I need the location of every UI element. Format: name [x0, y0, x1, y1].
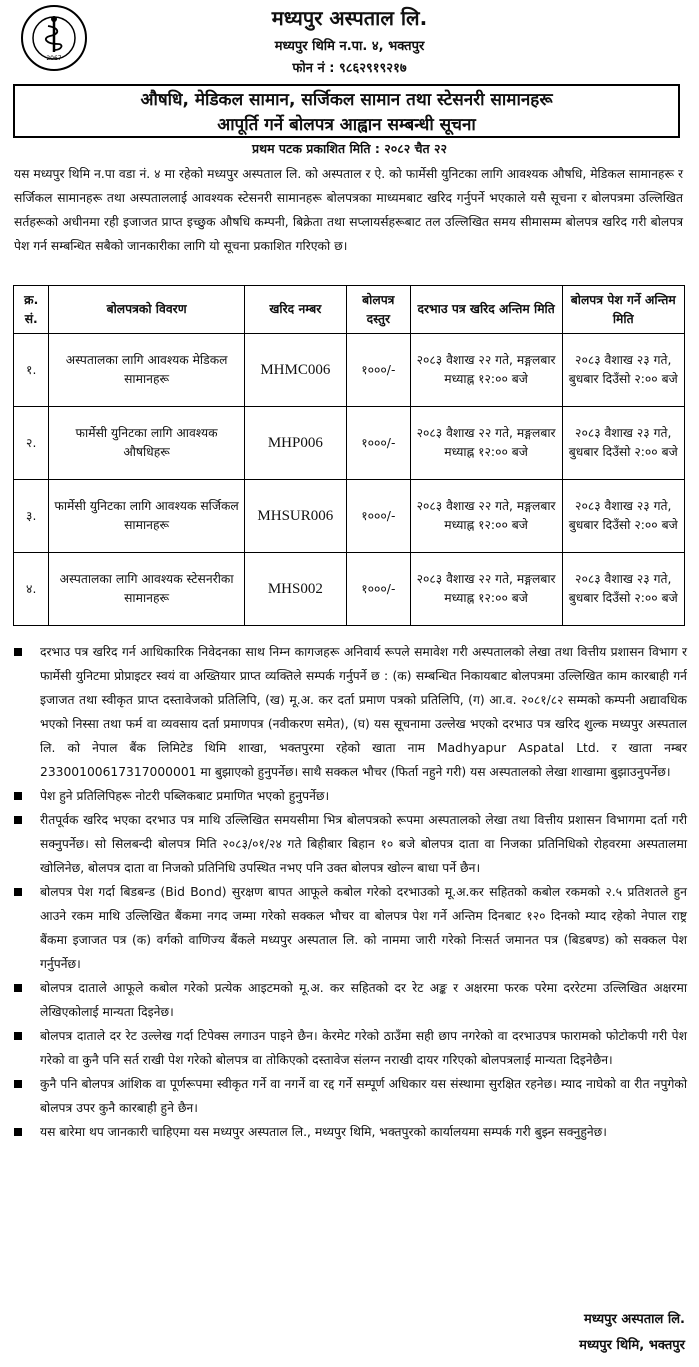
square-bullet-icon [14, 1032, 22, 1040]
rule-text: बोलपत्र दाताले आफूले कबोल गरेको प्रत्येक आइटमको मू.अ. कर सहितको दर रेट अङ्क र अक्षरमा फरक परेमा दररेटमा उल्लिखित अक्षरमा लेखिएकोलाई मान्यता दिइनेछ। [40, 981, 687, 1019]
cell-desc: फार्मेसी युनिटका लागि आवश्यक औषधिहरू [49, 407, 244, 480]
cell-submit-deadline: २०८३ वैशाख २३ गते, बुधबार दिउँसो २:०० बजे [562, 334, 685, 407]
header-code: खरिद नम्बर [244, 286, 346, 334]
org-address: मध्यपुर थिमि न.पा. ४, भक्तपुर [274, 39, 425, 54]
rule-text: बोलपत्र पेश गर्दा बिडबन्ड (Bid Bond) सुरक्षण बापत आफूले कबोल गरेको दरभाउको मू.अ.कर सहितको कबोल रकमको २.५ प्रतिशतले हुन आउने रकम माथि उल्लिखित बैंकमा नगद जम्मा गरेको सक्कल भौचर वा बोलपत्र पेश गर्ने अन्तिम दिनबाट १२० दिनको म्याद रहेको नेपाल राष्ट्र बैंकमा इजाजत पत्र (क) वर्गको वाणिज्य बैंकले मध्यपुर अस्पताल लि. को नाममा जारी गरेको निःसर्त जमानत पत्र (बिडबण्ड) को सक्कल पेश गर्नुपर्नेछ। [40, 885, 687, 971]
cell-buy-deadline: २०८३ वैशाख २२ गते, मङ्गलबार मध्याह्न १२:०० बजे [410, 334, 562, 407]
table-row [14, 334, 685, 407]
notice-title-line2: आपूर्ति गर्ने बोलपत्र आह्वान सम्बन्धी सूचना [217, 115, 476, 135]
cell-sn: २. [14, 407, 49, 480]
cell-sn: ४. [14, 553, 49, 626]
cell-fee: १०००/- [346, 407, 410, 480]
list-item [10, 1024, 687, 1072]
cell-buy-deadline: २०८३ वैशाख २२ गते, मङ्गलबार मध्याह्न १२:०० बजे [410, 407, 562, 480]
list-item [10, 1120, 687, 1144]
rule-text: पेश हुने प्रतिलिपिहरू नोटरी पब्लिकबाट प्रमाणित भएको हुनुपर्नेछ। [40, 789, 330, 803]
cell-submit-deadline: २०८३ वैशाख २३ गते, बुधबार दिउँसो २:०० बजे [562, 553, 685, 626]
cell-submit-deadline: २०८३ वैशाख २३ गते, बुधबार दिउँसो २:०० बजे [562, 407, 685, 480]
cell-desc: अस्पतालका लागि आवश्यक स्टेसनरीका सामानहरू [49, 553, 244, 626]
cell-fee: १०००/- [346, 480, 410, 553]
rules-list [10, 640, 687, 1144]
cell-sn: १. [14, 334, 49, 407]
list-item [10, 1072, 687, 1120]
cell-desc: फार्मेसी युनिटका लागि आवश्यक सर्जिकल सामानहरू [49, 480, 244, 553]
notice-title-line1: औषधि, मेडिकल सामान, सर्जिकल सामान तथा स्टेसनरी सामानहरू [140, 90, 553, 110]
org-name: मध्यपुर अस्पताल लि. [271, 6, 428, 30]
square-bullet-icon [14, 792, 22, 800]
tender-table [13, 285, 685, 626]
notice-header [0, 0, 699, 86]
published-date: प्रथम पटक प्रकाशित मिति : २०८२ चैत २२ [252, 141, 447, 156]
rule-text: कुनै पनि बोलपत्र आंशिक वा पूर्णरूपमा स्वीकृत गर्ने वा नगर्ने वा रद्द गर्ने सम्पूर्ण अधिकार यस संस्थामा सुरक्षित रहनेछ। म्याद नाघेको वा रीत नपुगेको बोलपत्र उपर कुनै कारबाही हुने छैन। [40, 1077, 687, 1115]
header-buy-deadline: दरभाउ पत्र खरिद अन्तिम मिति [410, 286, 562, 334]
cell-desc: अस्पतालका लागि आवश्यक मेडिकल सामानहरू [49, 334, 244, 407]
org-phone: फोन नं : ९८६२९१९२१७ [292, 61, 407, 76]
table-row [14, 553, 685, 626]
header-fee: बोलपत्र दस्तुर [346, 286, 410, 334]
header-desc: बोलपत्रको विवरण [49, 286, 244, 334]
list-item [10, 808, 687, 880]
square-bullet-icon [14, 984, 22, 992]
rule-text: यस बारेमा थप जानकारी चाहिएमा यस मध्यपुर अस्पताल लि., मध्यपुर थिमि, भक्तपुरको कार्यालयमा सम्पर्क गरी बुझ्न सक्नुहुनेछ। [40, 1125, 607, 1139]
table-header-row [14, 286, 685, 334]
table-row [14, 480, 685, 553]
cell-code: MHSUR006 [244, 480, 346, 553]
cell-fee: १०००/- [346, 553, 410, 626]
cell-submit-deadline: २०८३ वैशाख २३ गते, बुधबार दिउँसो २:०० बजे [562, 480, 685, 553]
signature-block [579, 1307, 685, 1359]
square-bullet-icon [14, 888, 22, 896]
rule-text: रीतपूर्वक खरिद भएका दरभाउ पत्र माथि उल्लिखित समयसीमा भित्र बोलपत्रको रूपमा अस्पतालको लेखा तथा वित्तीय प्रशासन विभागमा दर्ता गरी सक्नुपर्नेछ। सो सिलबन्दी बोलपत्र मिति २०८३/०१/२४ गते बिहीबार बिहान १० बजे बोलपत्र दाता वा निजका प्रतिनिधिको रोहवरमा अस्पतालमा खोलिनेछ, बोलपत्र दाता वा निजको प्रतिनिधि उपस्थित नभए पनि उक्त बोलपत्र खोल्न बाधा पर्ने छैन। [40, 813, 687, 875]
list-item [10, 784, 687, 808]
cell-code: MHS002 [244, 553, 346, 626]
table-row [14, 407, 685, 480]
signature-place: मध्यपुर थिमि, भक्तपुर [579, 1338, 685, 1353]
square-bullet-icon [14, 816, 22, 824]
header-sn: क्र. सं. [14, 286, 49, 334]
cell-code: MHMC006 [244, 334, 346, 407]
header-submit-deadline: बोलपत्र पेश गर्ने अन्तिम मिति [562, 286, 685, 334]
square-bullet-icon [14, 1080, 22, 1088]
cell-fee: १०००/- [346, 334, 410, 407]
intro-paragraph: यस मध्यपुर थिमि न.पा वडा नं. ४ मा रहेको मध्यपुर अस्पताल लि. को अस्पताल र ऐ. को फार्मेसी युनिटका लागि आवश्यक औषधि, मेडिकल सामानहरू र सर्जिकल सामानहरू तथा अस्पताललाई आवश्यक स्टेसनरी सामानहरू बोलपत्रका माध्यमबाट खरिद गर्नुपर्ने भएकाले यसै सूचना र बोलपत्रमा उल्लिखित सर्तहरूको अधीनमा रही इजाजत प्राप्त इच्छुक औषधि कम्पनी, बिक्रेता तथा सप्लायर्सहरूबाट तल उल्लिखित समय सीमासम्म बोलपत्र खरिद गरी बोलपत्र पेश गर्न सम्बन्धित सबैको जानकारीका लागि यो सूचना प्रकाशित गरिएको छ। [14, 167, 683, 253]
signature-org: मध्यपुर अस्पताल लि. [583, 1312, 685, 1327]
list-item [10, 880, 687, 976]
square-bullet-icon [14, 1128, 22, 1136]
cell-code: MHP006 [244, 407, 346, 480]
cell-sn: ३. [14, 480, 49, 553]
cell-buy-deadline: २०८३ वैशाख २२ गते, मङ्गलबार मध्याह्न १२:०० बजे [410, 553, 562, 626]
cell-buy-deadline: २०८३ वैशाख २२ गते, मङ्गलबार मध्याह्न १२:०० बजे [410, 480, 562, 553]
rule-text: दरभाउ पत्र खरिद गर्न आधिकारिक निवेदनका साथ निम्न कागजहरू अनिवार्य रूपले समावेश गरी अस्पतालको लेखा तथा वित्तीय प्रशासन विभाग र फार्मेसी युनिटमा प्रोप्राइटर स्वयं वा अख्तियार प्राप्त व्यक्तिले सम्पर्क गर्नुपर्ने छ : (क) सम्बन्धित निकायबाट बोलपत्रमा उल्लिखित काम कारबाही गर्न इजाजत तथा स्वीकृत प्राप्त दस्तावेजको प्रतिलिपि, (ख) मू.अ. कर दर्ता प्रमाण पत्रको प्रतिलिपि, (ग) आ.व. २०८१/८२ सम्मको कम्पनी अद्यावधिक भएको निस्सा तथा फर्म वा व्यवसाय दर्ता प्रमाणपत्र (नवीकरण समेत), (घ) यस सूचनामा उल्लेख भएको दरभाउ पत्र खरिद शुल्क मध्यपुर अस्पताल लि. को नेपाल बैंक लिमिटेड थिमि शाखा, भक्तपुरमा रहेको खाता नाम Madhyapur Aspatal Ltd. र खाता नम्बर 23300100617317000001 मा बुझाएको हुनुपर्नेछ। साथै सक्कल भौचर (फिर्ता नहुने गरी) यस अस्पतालको लेखा शाखामा बुझाउनुपर्नेछ। [40, 645, 687, 779]
square-bullet-icon [14, 648, 22, 656]
list-item [10, 976, 687, 1024]
rule-text: बोलपत्र दाताले दर रेट उल्लेख गर्दा टिपेक्स लगाउन पाइने छैन। केरमेट गरेको ठाउँमा सही छाप नगरेको वा दरभाउपत्र फारामको फोटोकपी गरी पेश गरेको वा कुनै पनि सर्त राखी पेश गरेको बोलपत्र वा तोकिएको दस्तावेज संलग्न नराखी दायर गरिएको बोलपत्रलाई मान्यता दिइनेछैन। [40, 1029, 687, 1067]
list-item [10, 640, 687, 784]
logo-year: 2067 [46, 55, 62, 62]
notice-title-box [13, 84, 680, 138]
